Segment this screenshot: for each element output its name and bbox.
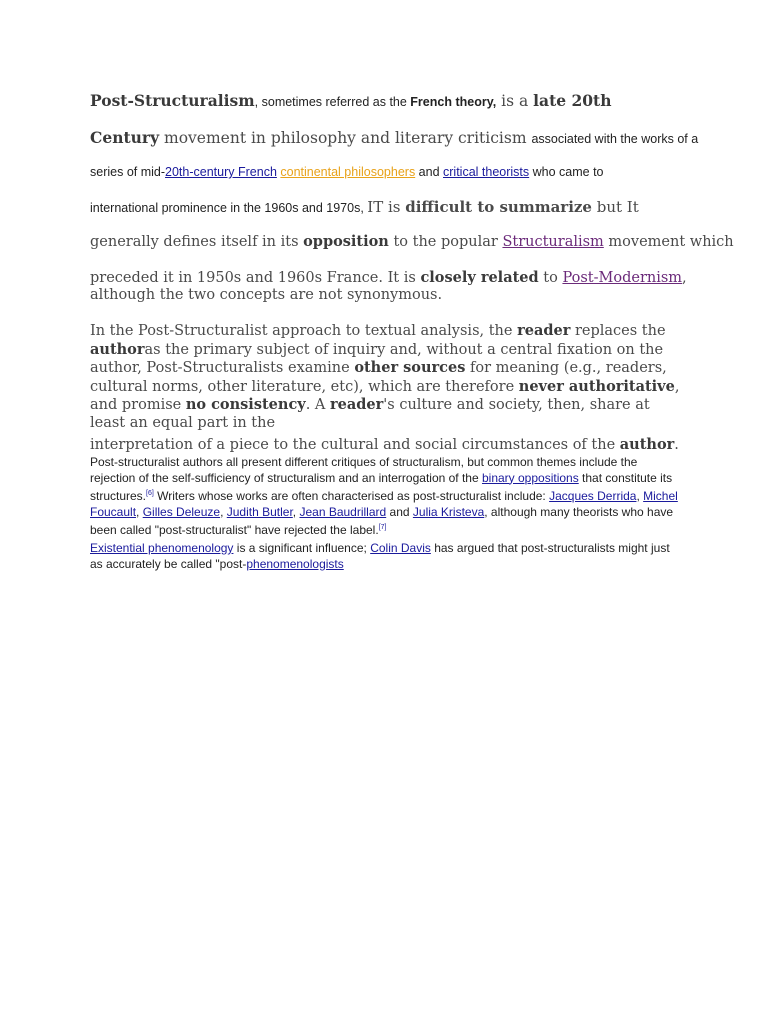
p1-line-4: international prominence in the 1960s and 1970s, IT is difficult to summarize but It (90, 198, 639, 216)
link-structuralism[interactable]: Structuralism (502, 234, 604, 250)
link-colin-davis[interactable]: Colin Davis (370, 541, 431, 555)
term-post-structuralism: Post-Structuralism (90, 91, 255, 110)
p1-line-2: Century movement in philosophy and literary criticism associated with the works of a (90, 128, 699, 147)
link-binary-oppositions[interactable]: binary oppositions (481, 470, 579, 485)
link-20th-century-french[interactable]: 20th-century French (165, 165, 277, 179)
paragraph-critiques: Post-structuralist authors all present different critiques of structuralism, but common themes include the rejection of the self-sufficiency of structuralism and an interrogation of the binary oppositions that constitute its structures.[6] Writers whose works are often characterised as post-structuralist include: Jacques Derrida, Michel Foucault, Gilles Deleuze, Judith Butler, Jean Baudrillard and Julia Kristeva, although many theorists who have been called "post-structuralist" have rejected the label.[7] (90, 455, 678, 537)
link-michel-foucault[interactable]: Michel Foucault (90, 489, 678, 519)
link-judith-butler[interactable]: Judith Butler (226, 504, 293, 519)
p1-line-1: Post-Structuralism, sometimes referred as the French theory, is a late 20th (90, 91, 612, 110)
link-post-modernism[interactable]: Post-Modernism (562, 270, 683, 286)
p1-line-7: although the two concepts are not synonymous. (90, 287, 443, 303)
p1-line-3: series of mid-20th-century French continental philosophers and critical theorists who came to (90, 165, 604, 179)
link-continental-philosophers[interactable]: continental philosophers (280, 165, 416, 179)
link-gilles-deleuze[interactable]: Gilles Deleuze (142, 504, 221, 519)
p1-line-5: generally defines itself in its opposition to the popular Structuralism movement which (90, 233, 734, 250)
link-jean-baudrillard[interactable]: Jean Baudrillard (299, 504, 387, 519)
p2-last-line: interpretation of a piece to the cultural and social circumstances of the author. (90, 436, 679, 453)
paragraph-phenomenology: Existential phenomenology is a significant influence; Colin Davis has argued that post-structuralists might just as accurately be called "post-phenomenologists (90, 541, 670, 571)
ref-6[interactable]: [6] (146, 490, 154, 497)
p1-line-6: preceded it in 1950s and 1960s France. It is closely related to Post-Modernism, (90, 269, 687, 286)
link-julia-kristeva[interactable]: Julia Kristeva (412, 504, 485, 519)
link-existential-phenomenology[interactable]: Existential phenomenology (90, 541, 234, 555)
link-jacques-derrida[interactable]: Jacques Derrida (549, 489, 637, 503)
paragraph-reader-approach: In the Post-Structuralist approach to textual analysis, the reader replaces the authoras the primary subject of inquiry and, without a central fixation on the author, Post-Structuralists examine other sources for meaning (e.g., readers, cultural norms, other literature, etc), which are therefore never authoritative, and promise no consistency. A reader's culture and society, then, share at least an equal part in the interpretation of a piece to the cultural and social circumstances of the author. (90, 322, 680, 453)
link-phenomenologists[interactable]: phenomenologists (246, 556, 344, 571)
link-critical-theorists[interactable]: critical theorists (443, 165, 530, 179)
ref-7[interactable]: [7] (378, 524, 387, 531)
